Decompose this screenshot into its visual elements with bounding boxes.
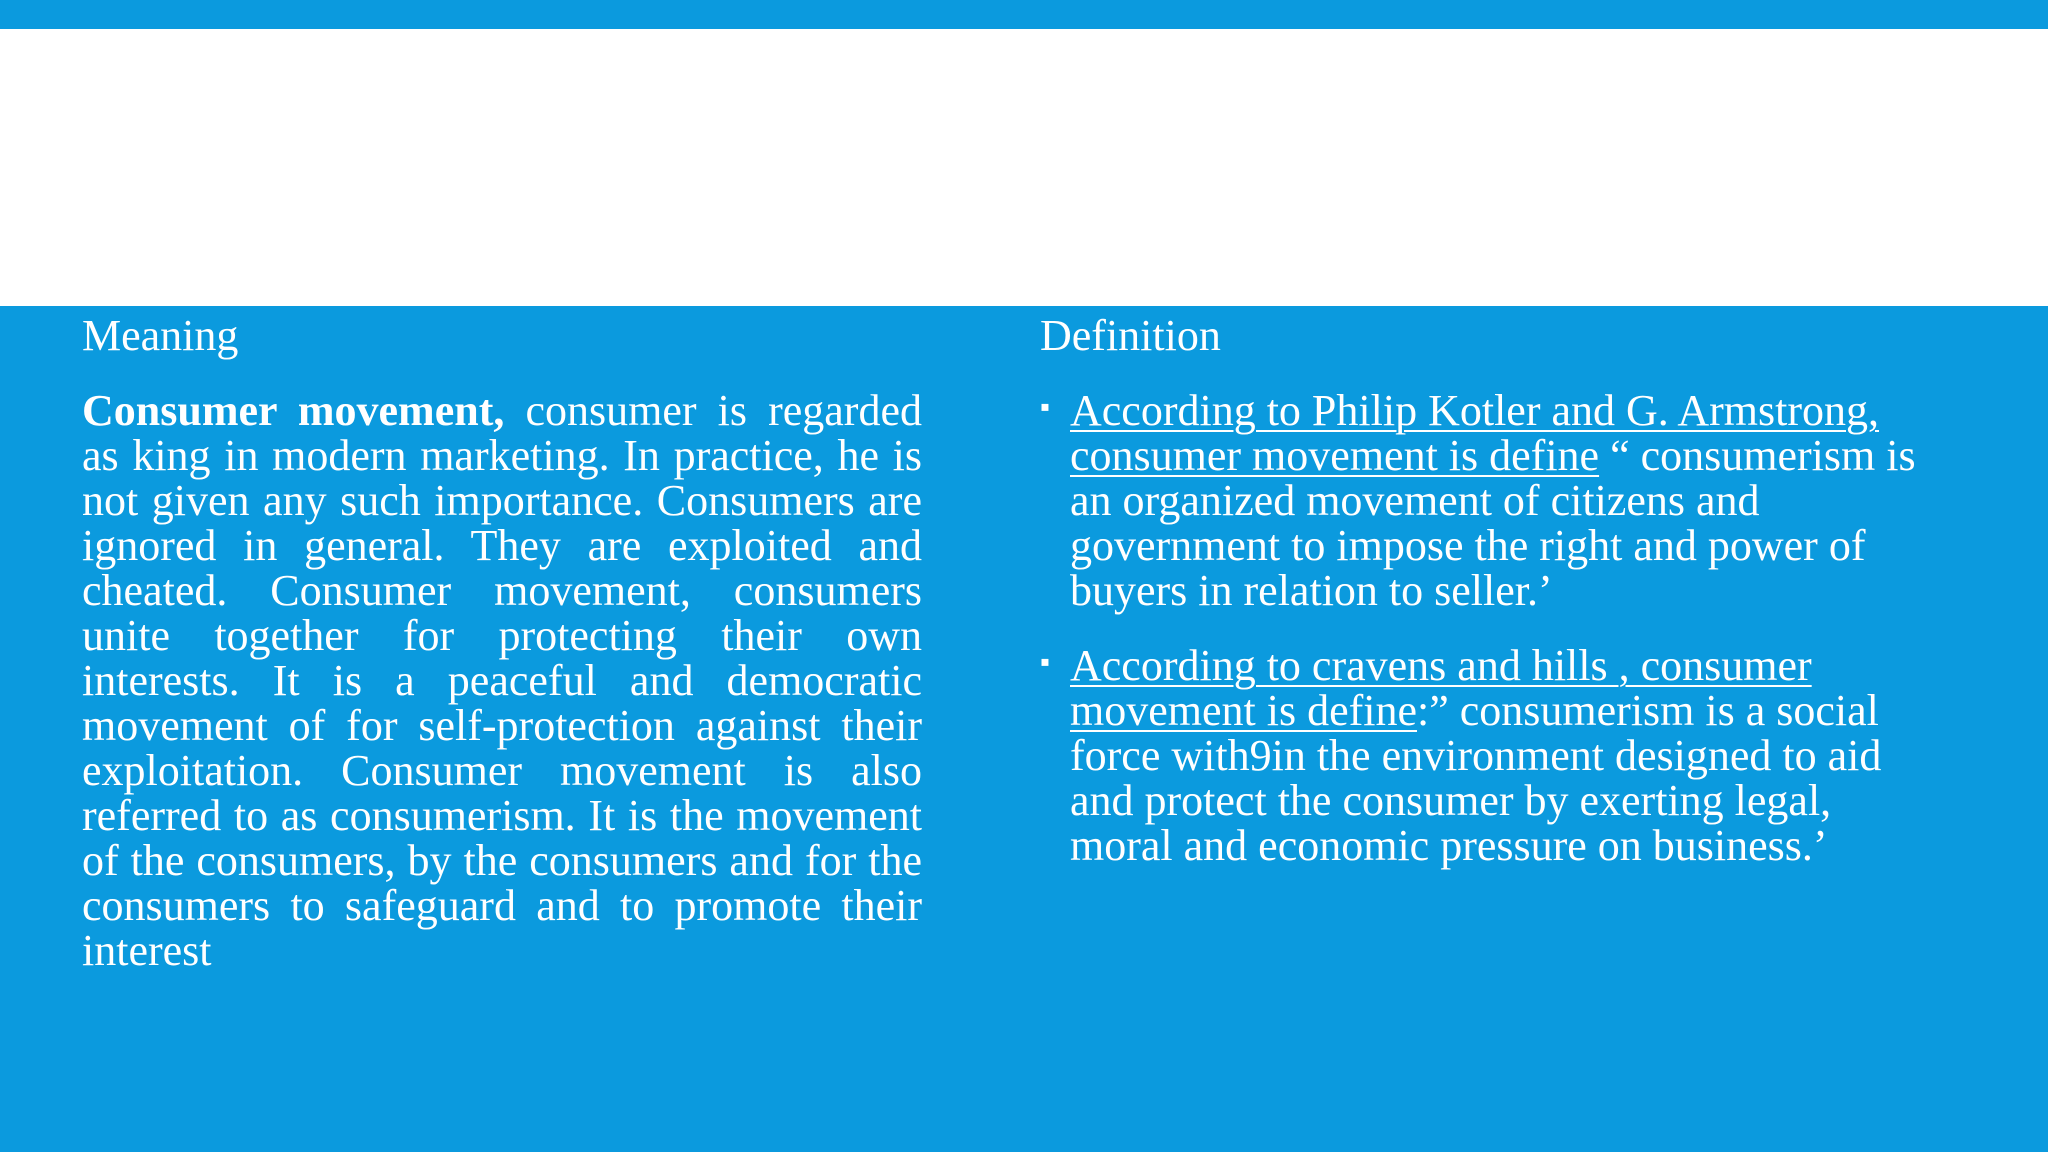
definition-list bbox=[1040, 388, 1920, 868]
definition-source-kotler: According to Philip Kotler and G. Armstrong, consumer movement is define bbox=[1070, 386, 1880, 480]
meaning-paragraph bbox=[82, 388, 922, 973]
definition-text-kotler: “ consumerism is an organized movement of citizens and government to impose the right and power of buyers in relation to seller.’ bbox=[1070, 431, 1916, 615]
meaning-lead-bold: Consumer movement, bbox=[82, 386, 505, 435]
definition-text-cravens: :” consumerism is a social force with9in the environment designed to aid and protect the consumer by exerting legal, moral and economic pressure on business.’ bbox=[1070, 686, 1882, 870]
square-bullet-icon: ▪ bbox=[1040, 392, 1050, 423]
definition-heading: Definition bbox=[1040, 311, 1221, 360]
definition-item-kotler bbox=[1040, 388, 1920, 613]
meaning-body: consumer is regarded as king in modern marketing. In practice, he is not given any such importance. Consumers are ignored in general. They are exploited and cheated. Consumer movement, consumers unite together for protecting their own interests. It is a peaceful and democratic movement of for self-protection against their exploitation. Consumer movement is also referred to as consumerism. It is the movement of the consumers, by the consumers and for the consumers to safeguard and to promote their interest bbox=[82, 386, 922, 975]
definition-column bbox=[1040, 306, 1920, 898]
meaning-column bbox=[82, 306, 922, 973]
title-area bbox=[0, 29, 2045, 306]
content-area bbox=[0, 306, 2048, 1152]
meaning-heading: Meaning bbox=[82, 311, 239, 360]
square-bullet-icon: ▪ bbox=[1040, 647, 1050, 678]
definition-source-cravens: According to cravens and hills , consumer movement is define bbox=[1070, 641, 1812, 735]
top-accent-band bbox=[0, 0, 2048, 29]
definition-item-cravens bbox=[1040, 643, 1920, 868]
